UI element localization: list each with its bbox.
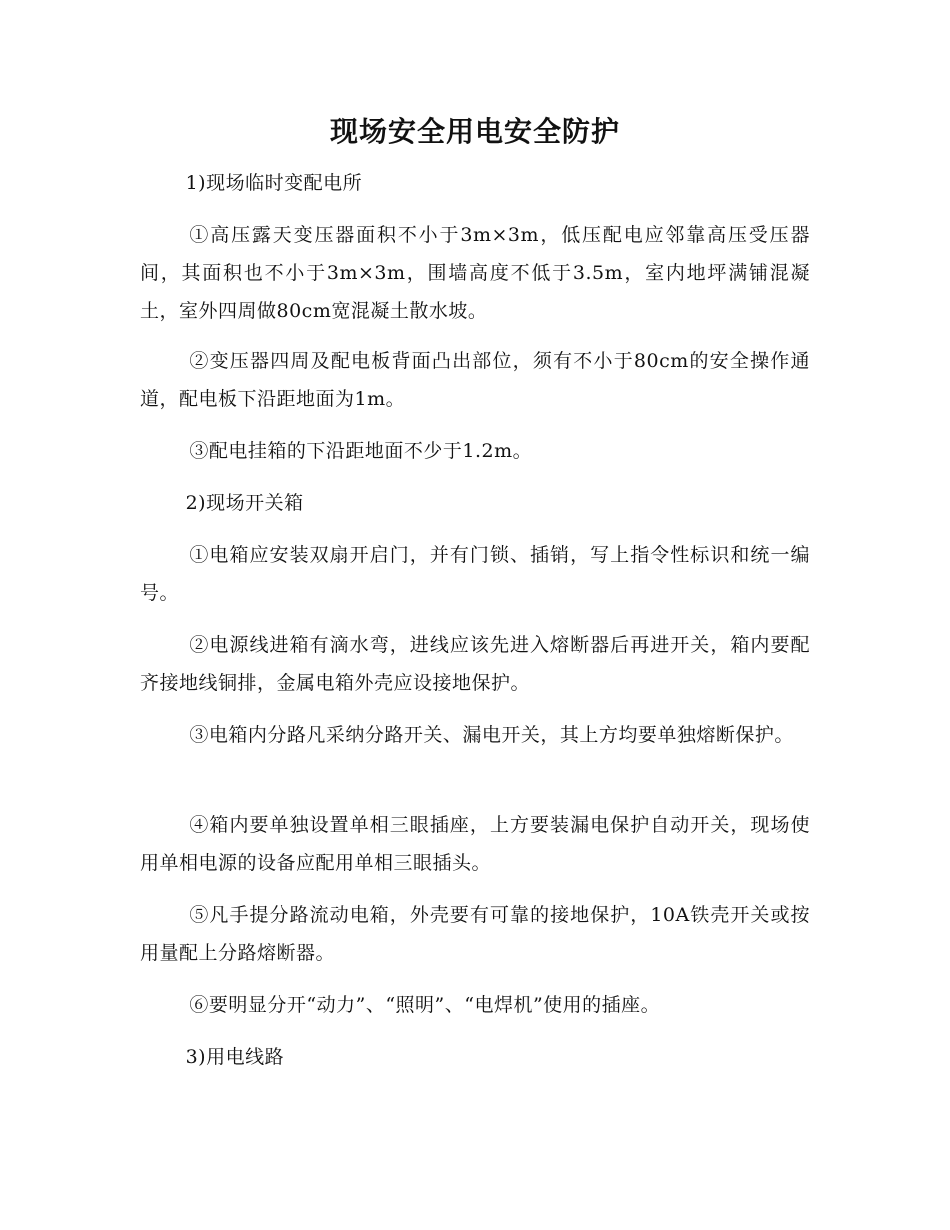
paragraph: ②电源线进箱有滴水弯，进线应该先进入熔断器后再进开关，箱内要配齐接地线铜排，金属电箱外壳应设接地保护。 bbox=[140, 634, 810, 694]
paragraph: ④箱内要单独设置单相三眼插座，上方要装漏电保护自动开关，现场使用单相电源的设备应配用单相三眼插头。 bbox=[140, 814, 810, 874]
section-heading-1: 1)现场临时变配电所 bbox=[185, 172, 363, 194]
paragraph: ①高压露天变压器面积不小于3m×3m，低压配电应邻靠高压受压器间，其面积也不小于3m×3m，围墙高度不低于3.5m，室内地坪满铺混凝土，室外四周做80cm宽混凝土散水坡。 bbox=[140, 224, 810, 322]
section-heading-3: 3)用电线路 bbox=[185, 1046, 285, 1068]
paragraph: ①电箱应安装双扇开启门，并有门锁、插销，写上指令性标识和统一编号。 bbox=[140, 544, 810, 604]
document-title: 现场安全用电安全防护 bbox=[329, 115, 620, 148]
paragraph: ⑥要明显分开“动力”、“照明”、“电焊机”使用的插座。 bbox=[189, 994, 661, 1016]
paragraph: ②变压器四周及配电板背面凸出部位，须有不小于80cm的安全操作通道，配电板下沿距地面为1m。 bbox=[140, 350, 810, 410]
paragraph: ③电箱内分路凡采纳分路开关、漏电开关，其上方均要单独熔断保护。 bbox=[189, 724, 794, 746]
paragraph: ⑤凡手提分路流动电箱，外壳要有可靠的接地保护，10A铁壳开关或按用量配上分路熔断器。 bbox=[140, 904, 810, 964]
paragraph: ③配电挂箱的下沿距地面不少于1.2m。 bbox=[189, 440, 533, 462]
section-heading-2: 2)现场开关箱 bbox=[185, 492, 304, 514]
